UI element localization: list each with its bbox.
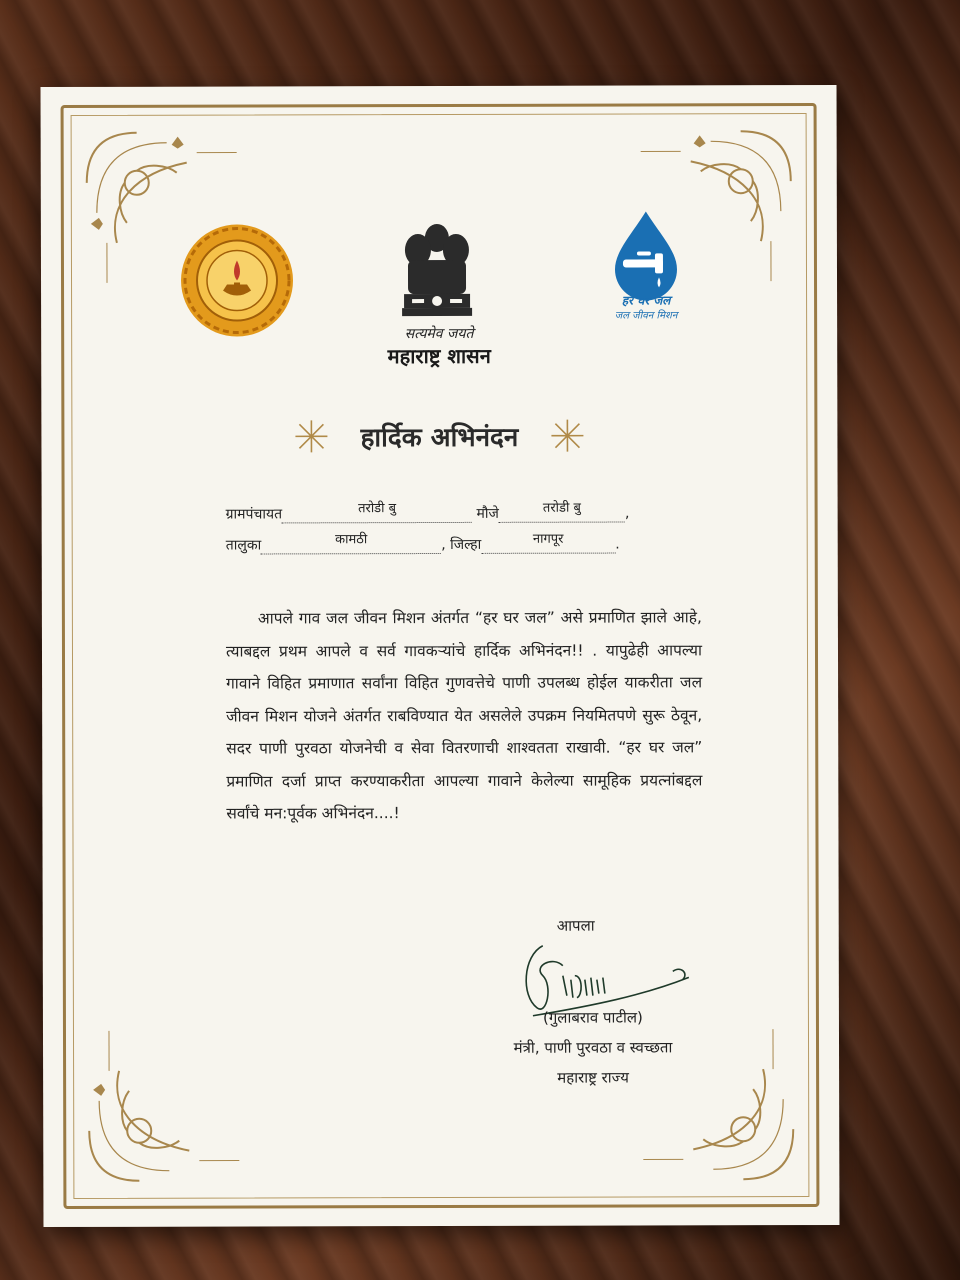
national-emblem-icon	[394, 216, 480, 336]
gram-panchayat-value: तरोडी बु	[358, 501, 397, 517]
district-value: नागपूर	[532, 531, 564, 547]
gram-panchayat-label: ग्रामपंचायत	[225, 506, 283, 523]
mauje-value: तरोडी बु	[542, 500, 581, 516]
firework-icon-left	[291, 416, 331, 456]
certificate-title: हार्दिक अभिनंदन	[360, 422, 519, 454]
mauje-label: मौजे	[476, 505, 499, 522]
certificate-paper	[41, 85, 840, 1227]
taluka-value: कामठी	[335, 532, 368, 548]
district-field	[481, 531, 615, 554]
form-row-taluka-district: तालुका कामठी , जिल्हा नागपूर .	[226, 535, 620, 555]
signatory-state: महाराष्ट्र राज्य	[557, 1068, 629, 1087]
jjm-tagline: हर घर जल	[621, 293, 671, 308]
corner-ornament-bottom-left	[79, 1010, 259, 1190]
gram-panchayat-field	[282, 501, 472, 523]
signature-closing: आपला	[556, 916, 595, 935]
form-row-gram-mauje: ग्रामपंचायत तरोडी बु मौजे तरोडी बु ,	[226, 504, 630, 524]
maharashtra-seal-logo	[177, 220, 297, 340]
government-name: महाराष्ट्र शासन	[387, 343, 491, 369]
emblem-motto: सत्यमेव जयते	[404, 325, 474, 343]
certificate-body-text: आपले गाव जल जीवन मिशन अंतर्गत “हर घर जल” असे प्रमाणित झाले आहे, त्याबद्दल प्रथम आपले व सर्व गावकऱ्यांचे हार्दिक अभिनंदन!! . यापुढेही आपल्या गावाने विहित प्रमाणात सर्वांना विहित गुणवत्तेचे पाणी उपलब्ध होईल याकरीता जल जीवन मिशन योजने अंतर्गत राबविण्यात येत असलेले उपक्रम नियमितपणे सुरू ठेवून, सदर पाणी पुरवठा योजनेची व सेवा वितरणाची शाश्वतता राखावी. “हर घर जल” प्रमाणित दर्जा प्राप्त करण्याकरीता आपल्या गावाने केलेल्या सामूहिक प्रयत्नांबद्दल सर्वांचे मन:पूर्वक अभिनंदन....!	[225, 608, 703, 823]
signatory-name: (गुलाबराव पाटील)	[542, 1008, 643, 1027]
district-label: जिल्हा	[450, 536, 482, 553]
jjm-name: जल जीवन मिशन	[614, 310, 678, 322]
taluka-label: तालुका	[225, 537, 262, 554]
taluka-field	[261, 532, 441, 554]
mauje-field	[499, 500, 625, 523]
signatory-designation: मंत्री, पाणी पुरवठा व स्वच्छता	[513, 1038, 673, 1057]
firework-icon-right	[547, 416, 587, 456]
corner-ornament-bottom-right	[623, 1009, 803, 1189]
